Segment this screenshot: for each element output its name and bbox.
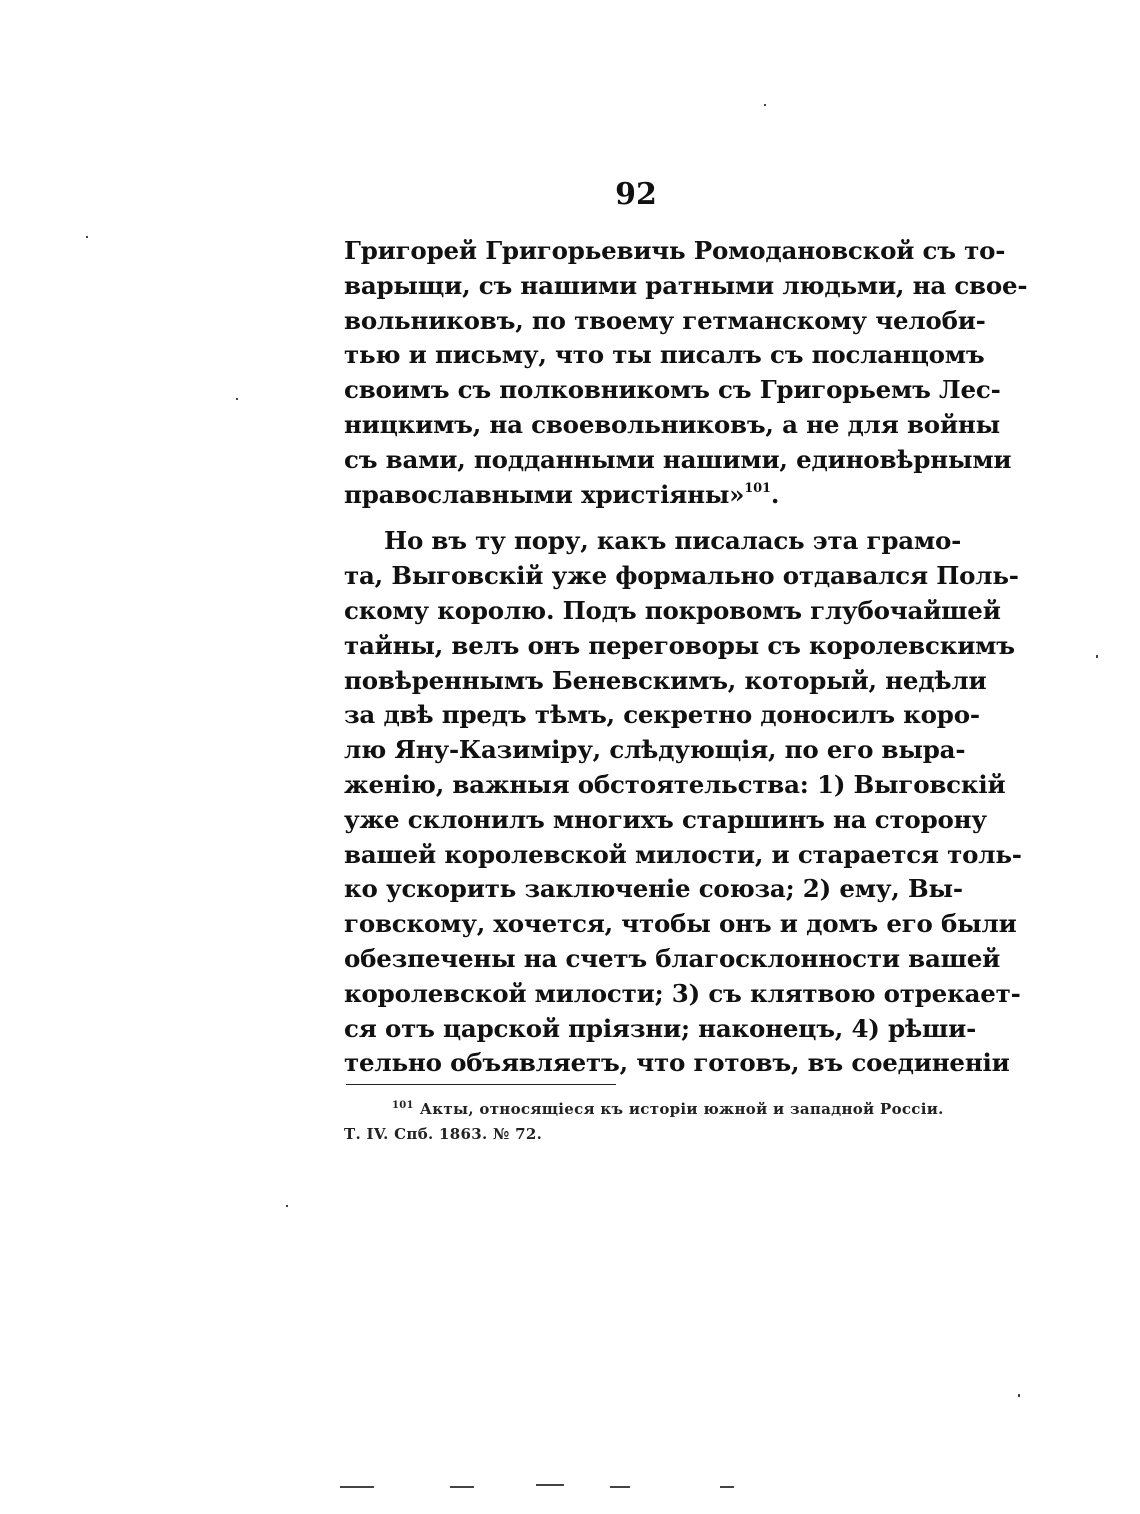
scan-speck: [236, 398, 238, 400]
text-line: говскому, хочется, чтобы онъ и домъ его были: [344, 909, 1017, 939]
text-line: ко ускорить заключеніе союза; 2) ему, Вы-: [344, 874, 963, 904]
text-line: тайны, велъ онъ переговоры съ королевскимъ: [344, 630, 1015, 660]
text-line: тельно объявляетъ, что готовъ, въ соединеніи: [344, 1048, 1010, 1078]
text-line: скому королю. Подъ покровомъ глубочайшей: [344, 595, 1001, 625]
scan-speck: [86, 236, 88, 238]
text-line-last: православными христіяны»$^{101}$.: [344, 479, 780, 509]
footnote-divider: [346, 1084, 616, 1085]
text-line: съ вами, подданными нашими, единовѣрными: [344, 444, 1012, 474]
text-line: уже склонилъ многихъ старшинъ на сторону: [344, 804, 987, 834]
footnote-line: Т. IV. Спб. 1863. № 72.: [344, 1125, 543, 1143]
scan-speck: [720, 1486, 734, 1488]
paragraph-end-text: православными христіяны»: [344, 479, 745, 509]
footnote: [344, 1097, 944, 1147]
text-line: вашей королевской милости, и старается толь-: [344, 839, 1022, 869]
text-line: тью и письму, что ты писалъ съ посланцомъ: [344, 340, 985, 370]
footnote-reference[interactable]: 101: [744, 480, 771, 496]
text-line: королевской милости; 3) съ клятвою отрекает-: [344, 978, 1021, 1008]
scan-speck: [764, 104, 766, 106]
text-line: лю Яну-Казиміру, слѣдующія, по его выра-: [344, 735, 966, 765]
text-line: повѣреннымъ Беневскимъ, который, недѣли: [344, 665, 987, 695]
scan-speck: [610, 1486, 630, 1488]
text-line: вольниковъ, по твоему гетманскому челоби-: [344, 305, 986, 335]
footnote-text: Акты, относящіеся къ исторіи южной и западной Россіи.: [419, 1100, 944, 1118]
text-line: за двѣ предъ тѣмъ, секретно доносилъ коро-: [344, 700, 980, 730]
footnote-line: [344, 1097, 944, 1122]
scan-speck: [450, 1486, 474, 1488]
text-line: ницкимъ, на своевольниковъ, а не для войны: [344, 409, 1001, 439]
text-line: своимъ съ полковникомъ съ Григорьемъ Лес-: [344, 375, 1001, 405]
text-line: Но въ ту пору, какъ писалась эта грамо-: [384, 526, 962, 556]
footnote-marker: 101: [392, 1100, 414, 1111]
scan-speck: [340, 1486, 374, 1488]
text-line: женію, важныя обстоятельства: 1) Выговскій: [344, 769, 1006, 799]
text-line: ся отъ царской пріязни; наконецъ, 4) рѣши-: [344, 1013, 977, 1043]
scan-speck: [286, 1205, 288, 1207]
text-line: Григорей Григорьевичь Ромодановской съ то-: [344, 236, 1006, 265]
scan-speck: [1096, 655, 1098, 658]
text-line: та, Выговскій уже формально отдавался Поль-: [344, 561, 1019, 591]
body-text: [344, 234, 1028, 1081]
page-number: 92: [615, 177, 657, 212]
text-line: варыщи, съ нашими ратными людьми, на свое-: [344, 270, 1028, 300]
scan-speck: [536, 1484, 564, 1486]
text-line: обезпечены на счетъ благосклонности вашей: [344, 943, 1001, 973]
scan-speck: [1018, 1394, 1020, 1397]
